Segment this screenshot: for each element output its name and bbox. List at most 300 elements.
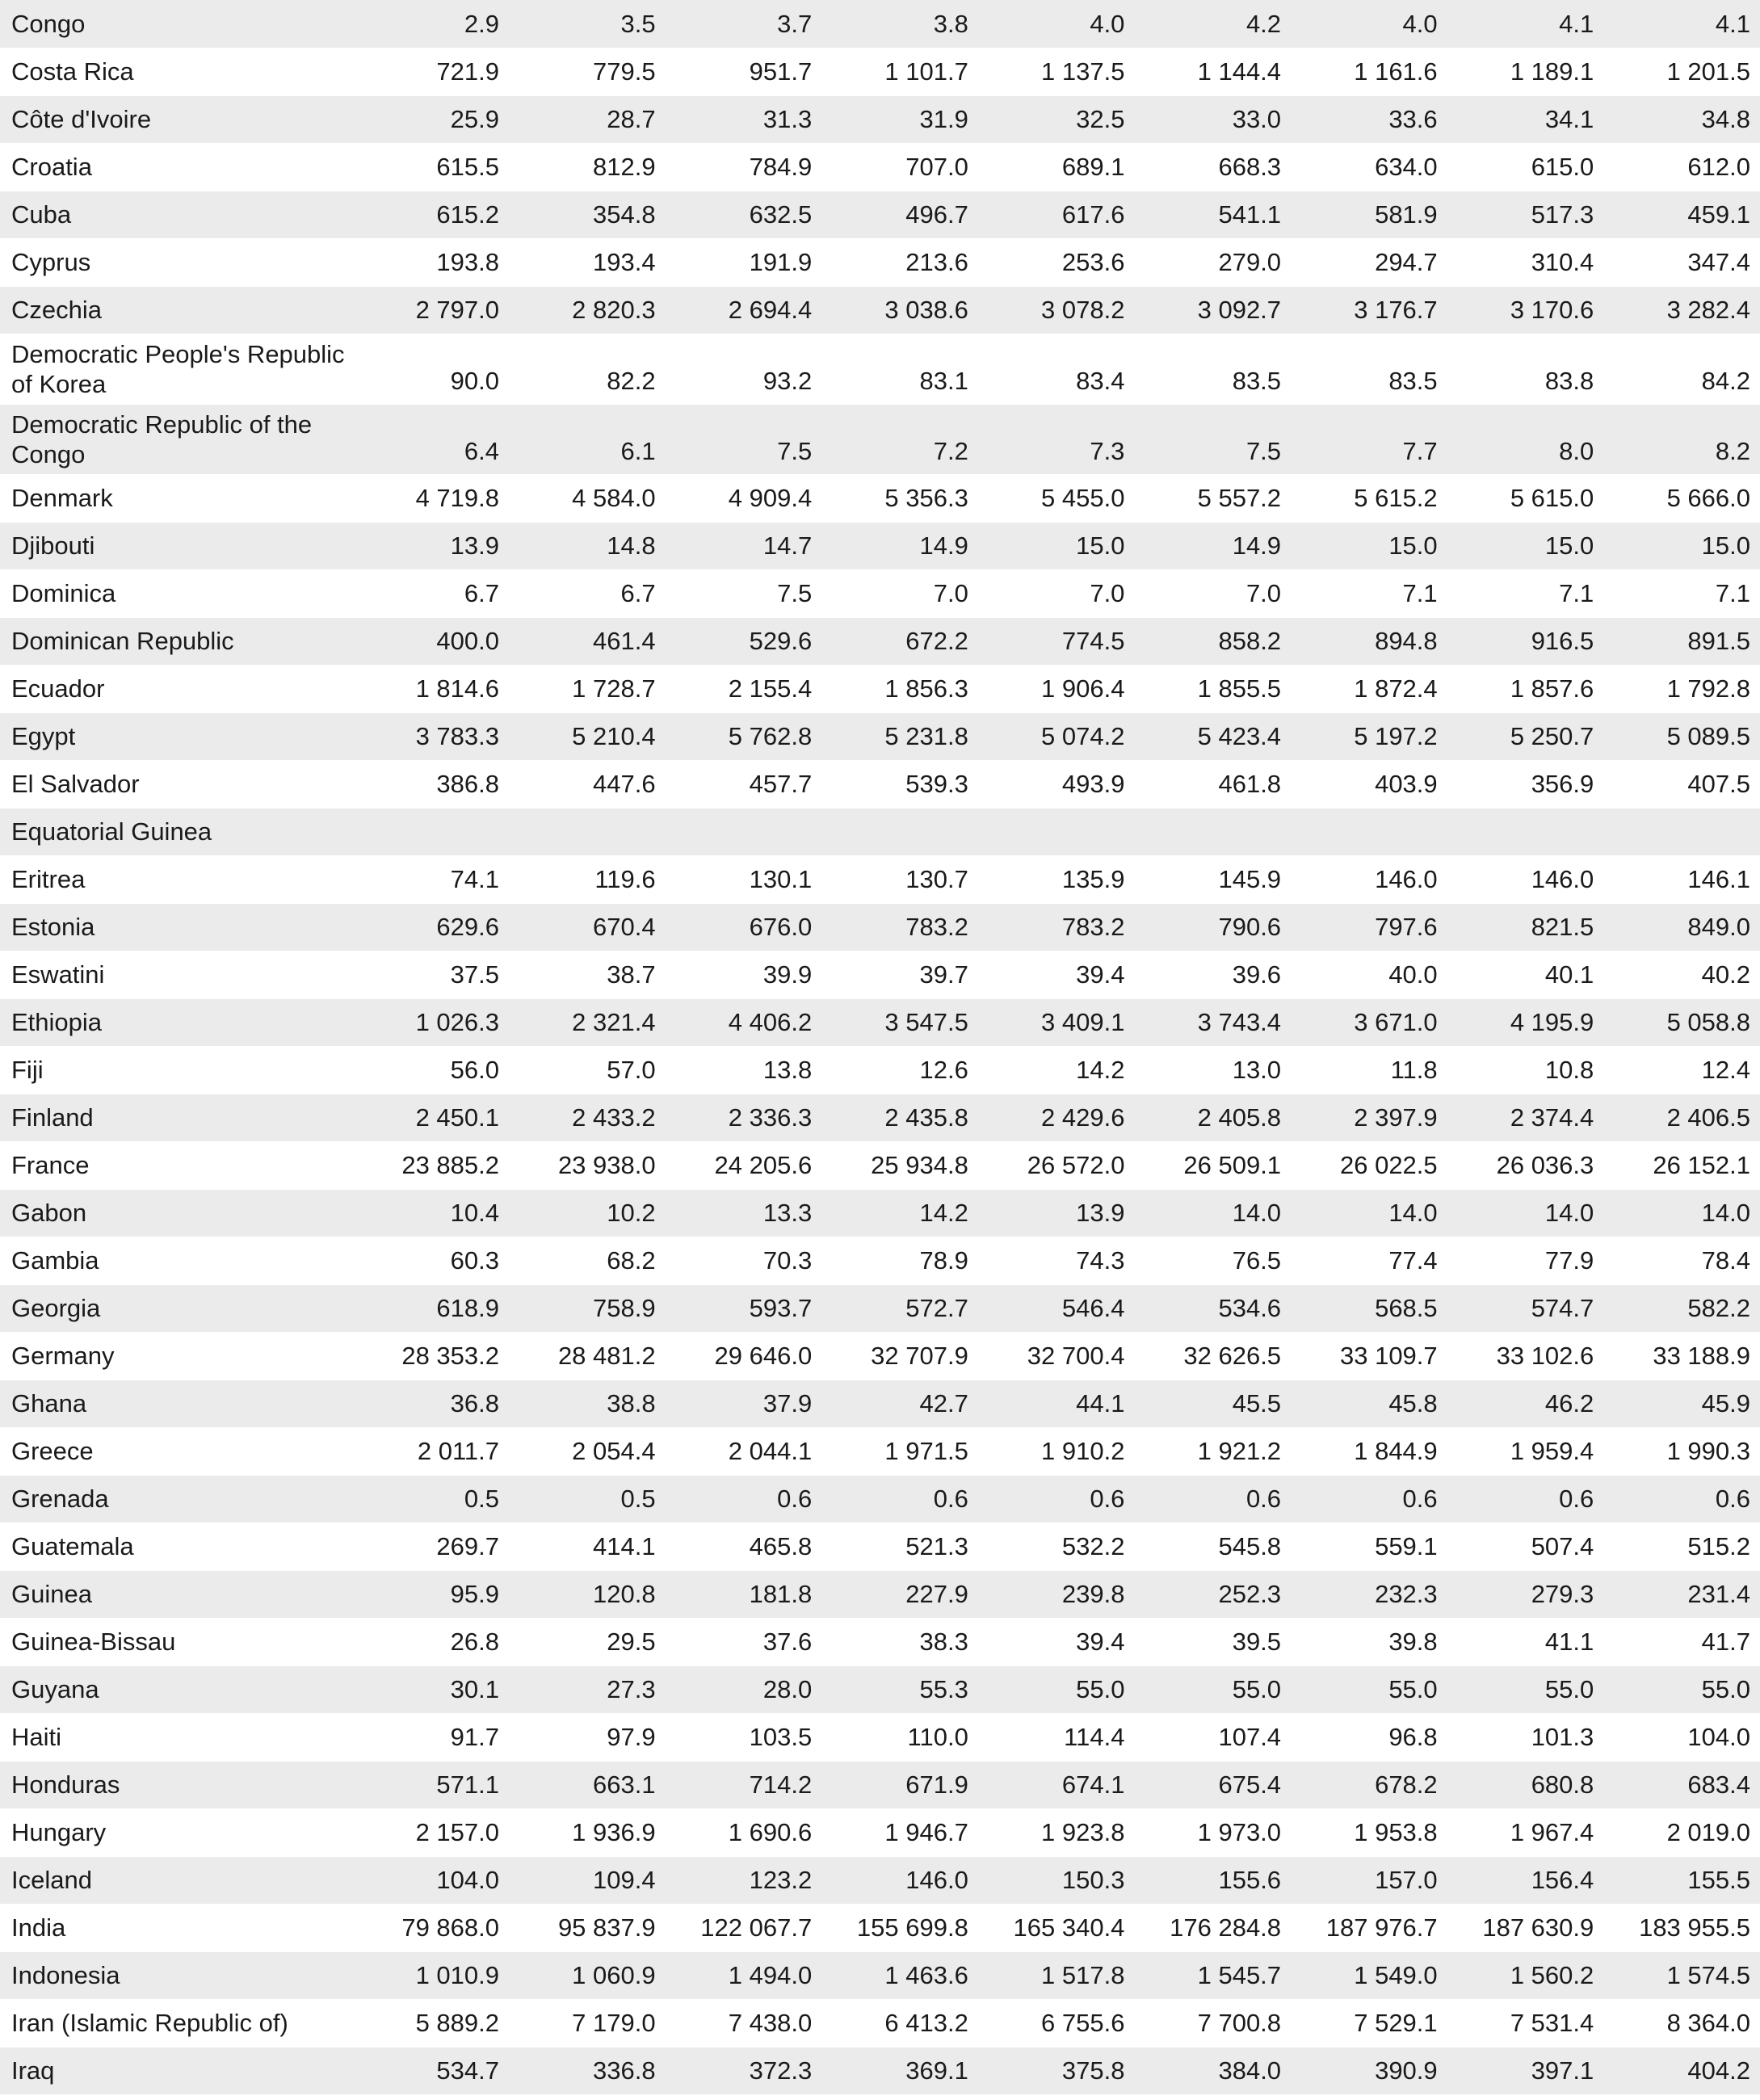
value-cell: 3 170.6 [1447,286,1604,334]
value-cell: 45.8 [1291,1380,1447,1427]
value-cell: 231.4 [1603,1570,1760,1618]
value-cell: 2 336.3 [666,1094,822,1141]
table-row [0,1094,1760,1141]
value-cell: 1 973.0 [1134,1808,1291,1856]
value-cell: 1 517.8 [978,1951,1135,1999]
value-cell: 3 783.3 [352,712,509,760]
table-row [0,1237,1760,1284]
value-cell: 28.7 [509,95,666,143]
value-cell: 1 856.3 [821,665,978,712]
value-cell: 356.9 [1447,760,1604,808]
value-cell: 101.3 [1447,1713,1604,1761]
value-cell: 14.7 [666,522,822,569]
table-row [0,1332,1760,1380]
value-cell: 783.2 [821,903,978,951]
country-name-cell: Ethiopia [0,998,352,1046]
value-cell: 3.5 [509,0,666,48]
value-cell: 1 906.4 [978,665,1135,712]
value-cell: 1 026.3 [352,998,509,1046]
value-cell: 34.1 [1447,95,1604,143]
value-cell: 372.3 [666,2047,822,2094]
value-cell: 384.0 [1134,2047,1291,2094]
value-cell: 0.6 [666,1475,822,1522]
value-cell: 33 102.6 [1447,1332,1604,1380]
value-cell: 668.3 [1134,143,1291,191]
value-cell: 38.3 [821,1618,978,1665]
value-cell: 783.2 [978,903,1135,951]
value-cell: 32 700.4 [978,1332,1135,1380]
value-cell: 79 868.0 [352,1904,509,1951]
value-cell: 617.6 [978,191,1135,238]
value-cell: 1 728.7 [509,665,666,712]
country-name-cell: Egypt [0,712,352,760]
value-cell: 2 157.0 [352,1808,509,1856]
value-cell: 797.6 [1291,903,1447,951]
value-cell: 539.3 [821,760,978,808]
value-cell: 493.9 [978,760,1135,808]
table-row [0,617,1760,665]
value-cell: 28 353.2 [352,1332,509,1380]
table-row [0,48,1760,95]
value-cell: 14.0 [1291,1189,1447,1237]
value-cell: 6 413.2 [821,1999,978,2047]
value-cell: 13.3 [666,1189,822,1237]
value-cell: 3.7 [666,0,822,48]
value-cell: 135.9 [978,855,1135,903]
country-name-cell: India [0,1904,352,1951]
value-cell: 12.4 [1603,1046,1760,1094]
value-cell: 7 700.8 [1134,1999,1291,2047]
value-cell: 45.5 [1134,1380,1291,1427]
value-cell: 7 179.0 [509,1999,666,2047]
value-cell: 7.7 [1291,404,1447,474]
value-cell: 2 155.4 [666,665,822,712]
table-row [0,1951,1760,1999]
value-cell: 7.5 [666,404,822,474]
value-cell: 44.1 [978,1380,1135,1427]
country-name-cell: Democratic People's Republic of Korea [0,334,352,404]
table-row [0,665,1760,712]
value-cell: 5 089.5 [1603,712,1760,760]
value-cell: 2 820.3 [509,286,666,334]
value-cell: 615.2 [352,191,509,238]
value-cell: 6.7 [509,569,666,617]
table-row [0,95,1760,143]
value-cell: 32.5 [978,95,1135,143]
value-cell: 582.2 [1603,1284,1760,1332]
value-cell: 369.1 [821,2047,978,2094]
value-cell: 2 435.8 [821,1094,978,1141]
value-cell: 55.3 [821,1665,978,1713]
value-cell: 29.5 [509,1618,666,1665]
value-cell: 507.4 [1447,1522,1604,1570]
value-cell: 4.0 [978,0,1135,48]
value-cell: 779.5 [509,48,666,95]
value-cell: 721.9 [352,48,509,95]
value-cell [1134,808,1291,855]
value-cell: 1 545.7 [1134,1951,1291,1999]
value-cell: 123.2 [666,1856,822,1904]
value-cell [978,808,1135,855]
value-cell: 7 531.4 [1447,1999,1604,2047]
value-cell: 45.9 [1603,1380,1760,1427]
value-cell: 8.0 [1447,404,1604,474]
value-cell: 4 584.0 [509,474,666,522]
value-cell: 5 762.8 [666,712,822,760]
value-cell: 145.9 [1134,855,1291,903]
value-cell: 1 792.8 [1603,665,1760,712]
value-cell: 571.1 [352,1761,509,1808]
value-cell: 7 438.0 [666,1999,822,2047]
table-row [0,404,1760,474]
value-cell: 227.9 [821,1570,978,1618]
table-row [0,1189,1760,1237]
value-cell: 534.7 [352,2047,509,2094]
value-cell [352,808,509,855]
value-cell: 3 671.0 [1291,998,1447,1046]
value-cell: 232.3 [1291,1570,1447,1618]
table-row [0,1761,1760,1808]
table-row [0,1141,1760,1189]
table-row [0,1522,1760,1570]
value-cell: 680.8 [1447,1761,1604,1808]
value-cell: 8.2 [1603,404,1760,474]
table-row [0,2047,1760,2094]
value-cell: 894.8 [1291,617,1447,665]
value-cell: 559.1 [1291,1522,1447,1570]
value-cell: 33 188.9 [1603,1332,1760,1380]
value-cell: 2 011.7 [352,1427,509,1475]
value-cell: 14.8 [509,522,666,569]
table-row [0,1475,1760,1522]
value-cell: 38.7 [509,951,666,998]
value-cell: 26 036.3 [1447,1141,1604,1189]
country-name-cell: Indonesia [0,1951,352,1999]
value-cell: 36.8 [352,1380,509,1427]
value-cell: 7.3 [978,404,1135,474]
table-row [0,1284,1760,1332]
value-cell: 56.0 [352,1046,509,1094]
value-cell: 91.7 [352,1713,509,1761]
value-cell: 1 549.0 [1291,1951,1447,1999]
value-cell: 38.8 [509,1380,666,1427]
value-cell: 39.4 [978,951,1135,998]
country-name-cell: Costa Rica [0,48,352,95]
value-cell: 55.0 [1134,1665,1291,1713]
value-cell: 7.0 [978,569,1135,617]
value-cell: 14.9 [821,522,978,569]
value-cell: 83.4 [978,334,1135,404]
country-name-cell: Germany [0,1332,352,1380]
value-cell: 612.0 [1603,143,1760,191]
value-cell: 27.3 [509,1665,666,1713]
value-cell [509,808,666,855]
value-cell: 1 201.5 [1603,48,1760,95]
value-cell: 5 356.3 [821,474,978,522]
value-cell: 615.5 [352,143,509,191]
country-name-cell: Croatia [0,143,352,191]
value-cell: 674.1 [978,1761,1135,1808]
value-cell: 515.2 [1603,1522,1760,1570]
value-cell: 26.8 [352,1618,509,1665]
value-cell: 14.9 [1134,522,1291,569]
value-cell: 24 205.6 [666,1141,822,1189]
value-cell: 2 405.8 [1134,1094,1291,1141]
value-cell: 2 406.5 [1603,1094,1760,1141]
value-cell: 2 374.4 [1447,1094,1604,1141]
value-cell: 32 707.9 [821,1332,978,1380]
value-cell: 0.6 [1134,1475,1291,1522]
value-cell: 3 282.4 [1603,286,1760,334]
country-name-cell: Iceland [0,1856,352,1904]
country-name-cell: Denmark [0,474,352,522]
value-cell: 13.8 [666,1046,822,1094]
value-cell: 6.4 [352,404,509,474]
value-cell: 13.0 [1134,1046,1291,1094]
value-cell: 40.1 [1447,951,1604,998]
value-cell: 5 666.0 [1603,474,1760,522]
table-row [0,238,1760,286]
value-cell: 77.4 [1291,1237,1447,1284]
value-cell: 572.7 [821,1284,978,1332]
value-cell: 7.1 [1603,569,1760,617]
value-cell: 858.2 [1134,617,1291,665]
value-cell [1291,808,1447,855]
value-cell: 97.9 [509,1713,666,1761]
value-cell: 1 855.5 [1134,665,1291,712]
country-name-cell: Guatemala [0,1522,352,1570]
value-cell: 14.2 [978,1046,1135,1094]
table-row [0,1856,1760,1904]
value-cell: 465.8 [666,1522,822,1570]
value-cell: 40.2 [1603,951,1760,998]
value-cell: 176 284.8 [1134,1904,1291,1951]
value-cell: 529.6 [666,617,822,665]
value-cell: 57.0 [509,1046,666,1094]
value-cell: 1 872.4 [1291,665,1447,712]
value-cell: 55.0 [978,1665,1135,1713]
value-cell: 7.0 [821,569,978,617]
value-cell: 593.7 [666,1284,822,1332]
value-cell: 1 936.9 [509,1808,666,1856]
value-cell: 1 494.0 [666,1951,822,1999]
value-cell: 2 397.9 [1291,1094,1447,1141]
value-cell: 3 078.2 [978,286,1135,334]
value-cell: 2 694.4 [666,286,822,334]
value-cell: 6 755.6 [978,1999,1135,2047]
value-cell: 375.8 [978,2047,1135,2094]
value-cell: 83.8 [1447,334,1604,404]
value-cell: 3 409.1 [978,998,1135,1046]
value-cell: 14.0 [1447,1189,1604,1237]
value-cell: 521.3 [821,1522,978,1570]
table-row [0,522,1760,569]
value-cell: 253.6 [978,238,1135,286]
value-cell: 14.0 [1603,1189,1760,1237]
value-cell: 784.9 [666,143,822,191]
value-cell: 4 909.4 [666,474,822,522]
value-cell: 4 195.9 [1447,998,1604,1046]
value-cell: 193.8 [352,238,509,286]
value-cell: 83.5 [1134,334,1291,404]
value-cell: 2 797.0 [352,286,509,334]
value-cell: 55.0 [1603,1665,1760,1713]
value-cell: 1 953.8 [1291,1808,1447,1856]
value-cell: 68.2 [509,1237,666,1284]
value-cell: 670.4 [509,903,666,951]
table-row [0,998,1760,1046]
value-cell: 5 210.4 [509,712,666,760]
value-cell: 39.4 [978,1618,1135,1665]
value-cell: 15.0 [1603,522,1760,569]
value-cell: 0.6 [821,1475,978,1522]
value-cell: 14.2 [821,1189,978,1237]
value-cell: 2 054.4 [509,1427,666,1475]
value-cell: 1 923.8 [978,1808,1135,1856]
value-cell: 3 176.7 [1291,286,1447,334]
value-cell: 130.1 [666,855,822,903]
value-cell: 15.0 [978,522,1135,569]
table-row [0,903,1760,951]
value-cell: 671.9 [821,1761,978,1808]
table-row [0,1904,1760,1951]
value-cell: 574.7 [1447,1284,1604,1332]
country-name-cell: Estonia [0,903,352,951]
value-cell: 5 455.0 [978,474,1135,522]
table-row [0,855,1760,903]
country-name-cell: Eritrea [0,855,352,903]
value-cell: 13.9 [352,522,509,569]
value-cell: 821.5 [1447,903,1604,951]
value-cell: 390.9 [1291,2047,1447,2094]
value-cell: 191.9 [666,238,822,286]
value-cell: 618.9 [352,1284,509,1332]
table-row [0,474,1760,522]
value-cell: 7.1 [1447,569,1604,617]
value-cell: 104.0 [1603,1713,1760,1761]
value-cell: 3.8 [821,0,978,48]
value-cell: 15.0 [1447,522,1604,569]
table-row [0,1665,1760,1713]
value-cell: 5 615.0 [1447,474,1604,522]
value-cell: 74.3 [978,1237,1135,1284]
value-cell: 4 406.2 [666,998,822,1046]
value-cell: 5 231.8 [821,712,978,760]
value-cell: 629.6 [352,903,509,951]
value-cell: 78.4 [1603,1237,1760,1284]
value-cell: 5 197.2 [1291,712,1447,760]
value-cell: 1 946.7 [821,1808,978,1856]
value-cell: 4.2 [1134,0,1291,48]
value-cell: 1 990.3 [1603,1427,1760,1475]
value-cell: 336.8 [509,2047,666,2094]
value-cell: 7.5 [666,569,822,617]
value-cell: 10.2 [509,1189,666,1237]
value-cell: 1 959.4 [1447,1427,1604,1475]
value-cell: 5 058.8 [1603,998,1760,1046]
value-cell: 1 101.7 [821,48,978,95]
value-cell: 37.5 [352,951,509,998]
value-cell: 26 152.1 [1603,1141,1760,1189]
value-cell: 1 967.4 [1447,1808,1604,1856]
country-name-cell: France [0,1141,352,1189]
value-cell: 157.0 [1291,1856,1447,1904]
value-cell: 7.1 [1291,569,1447,617]
value-cell: 5 557.2 [1134,474,1291,522]
value-cell: 400.0 [352,617,509,665]
value-cell [666,808,822,855]
value-cell: 517.3 [1447,191,1604,238]
country-name-cell: Finland [0,1094,352,1141]
country-name-cell: Hungary [0,1808,352,1856]
value-cell: 29 646.0 [666,1332,822,1380]
country-name-cell: Greece [0,1427,352,1475]
value-cell: 181.8 [666,1570,822,1618]
value-cell: 812.9 [509,143,666,191]
value-cell: 7 529.1 [1291,1999,1447,2047]
table-row [0,808,1760,855]
value-cell: 1 690.6 [666,1808,822,1856]
value-cell: 109.4 [509,1856,666,1904]
table-row [0,569,1760,617]
value-cell: 1 560.2 [1447,1951,1604,1999]
value-cell: 5 250.7 [1447,712,1604,760]
value-cell: 1 814.6 [352,665,509,712]
value-cell: 28 481.2 [509,1332,666,1380]
value-cell: 39.6 [1134,951,1291,998]
value-cell: 8 364.0 [1603,1999,1760,2047]
value-cell: 13.9 [978,1189,1135,1237]
value-cell: 187 976.7 [1291,1904,1447,1951]
value-cell: 459.1 [1603,191,1760,238]
value-cell: 0.6 [1603,1475,1760,1522]
country-name-cell: Iran (Islamic Republic of) [0,1999,352,2047]
value-cell: 1 910.2 [978,1427,1135,1475]
value-cell: 0.6 [1447,1475,1604,1522]
value-cell: 849.0 [1603,903,1760,951]
value-cell: 10.8 [1447,1046,1604,1094]
value-cell: 34.8 [1603,95,1760,143]
table-row [0,1427,1760,1475]
value-cell: 951.7 [666,48,822,95]
country-name-cell: Fiji [0,1046,352,1094]
country-name-cell: Equatorial Guinea [0,808,352,855]
value-cell: 103.5 [666,1713,822,1761]
country-name-cell: Djibouti [0,522,352,569]
table-row [0,1713,1760,1761]
value-cell: 60.3 [352,1237,509,1284]
value-cell: 615.0 [1447,143,1604,191]
table-row [0,0,1760,48]
value-cell: 1 144.4 [1134,48,1291,95]
country-name-cell: Georgia [0,1284,352,1332]
value-cell: 95.9 [352,1570,509,1618]
value-cell: 4.1 [1447,0,1604,48]
value-cell: 457.7 [666,760,822,808]
country-name-cell: Dominica [0,569,352,617]
value-cell: 96.8 [1291,1713,1447,1761]
table-row [0,143,1760,191]
country-name-cell: Dominican Republic [0,617,352,665]
value-cell: 119.6 [509,855,666,903]
value-cell: 5 615.2 [1291,474,1447,522]
table-row [0,951,1760,998]
value-cell: 2.9 [352,0,509,48]
value-cell: 6.7 [352,569,509,617]
value-cell: 1 857.6 [1447,665,1604,712]
value-cell: 714.2 [666,1761,822,1808]
value-cell: 146.0 [1291,855,1447,903]
